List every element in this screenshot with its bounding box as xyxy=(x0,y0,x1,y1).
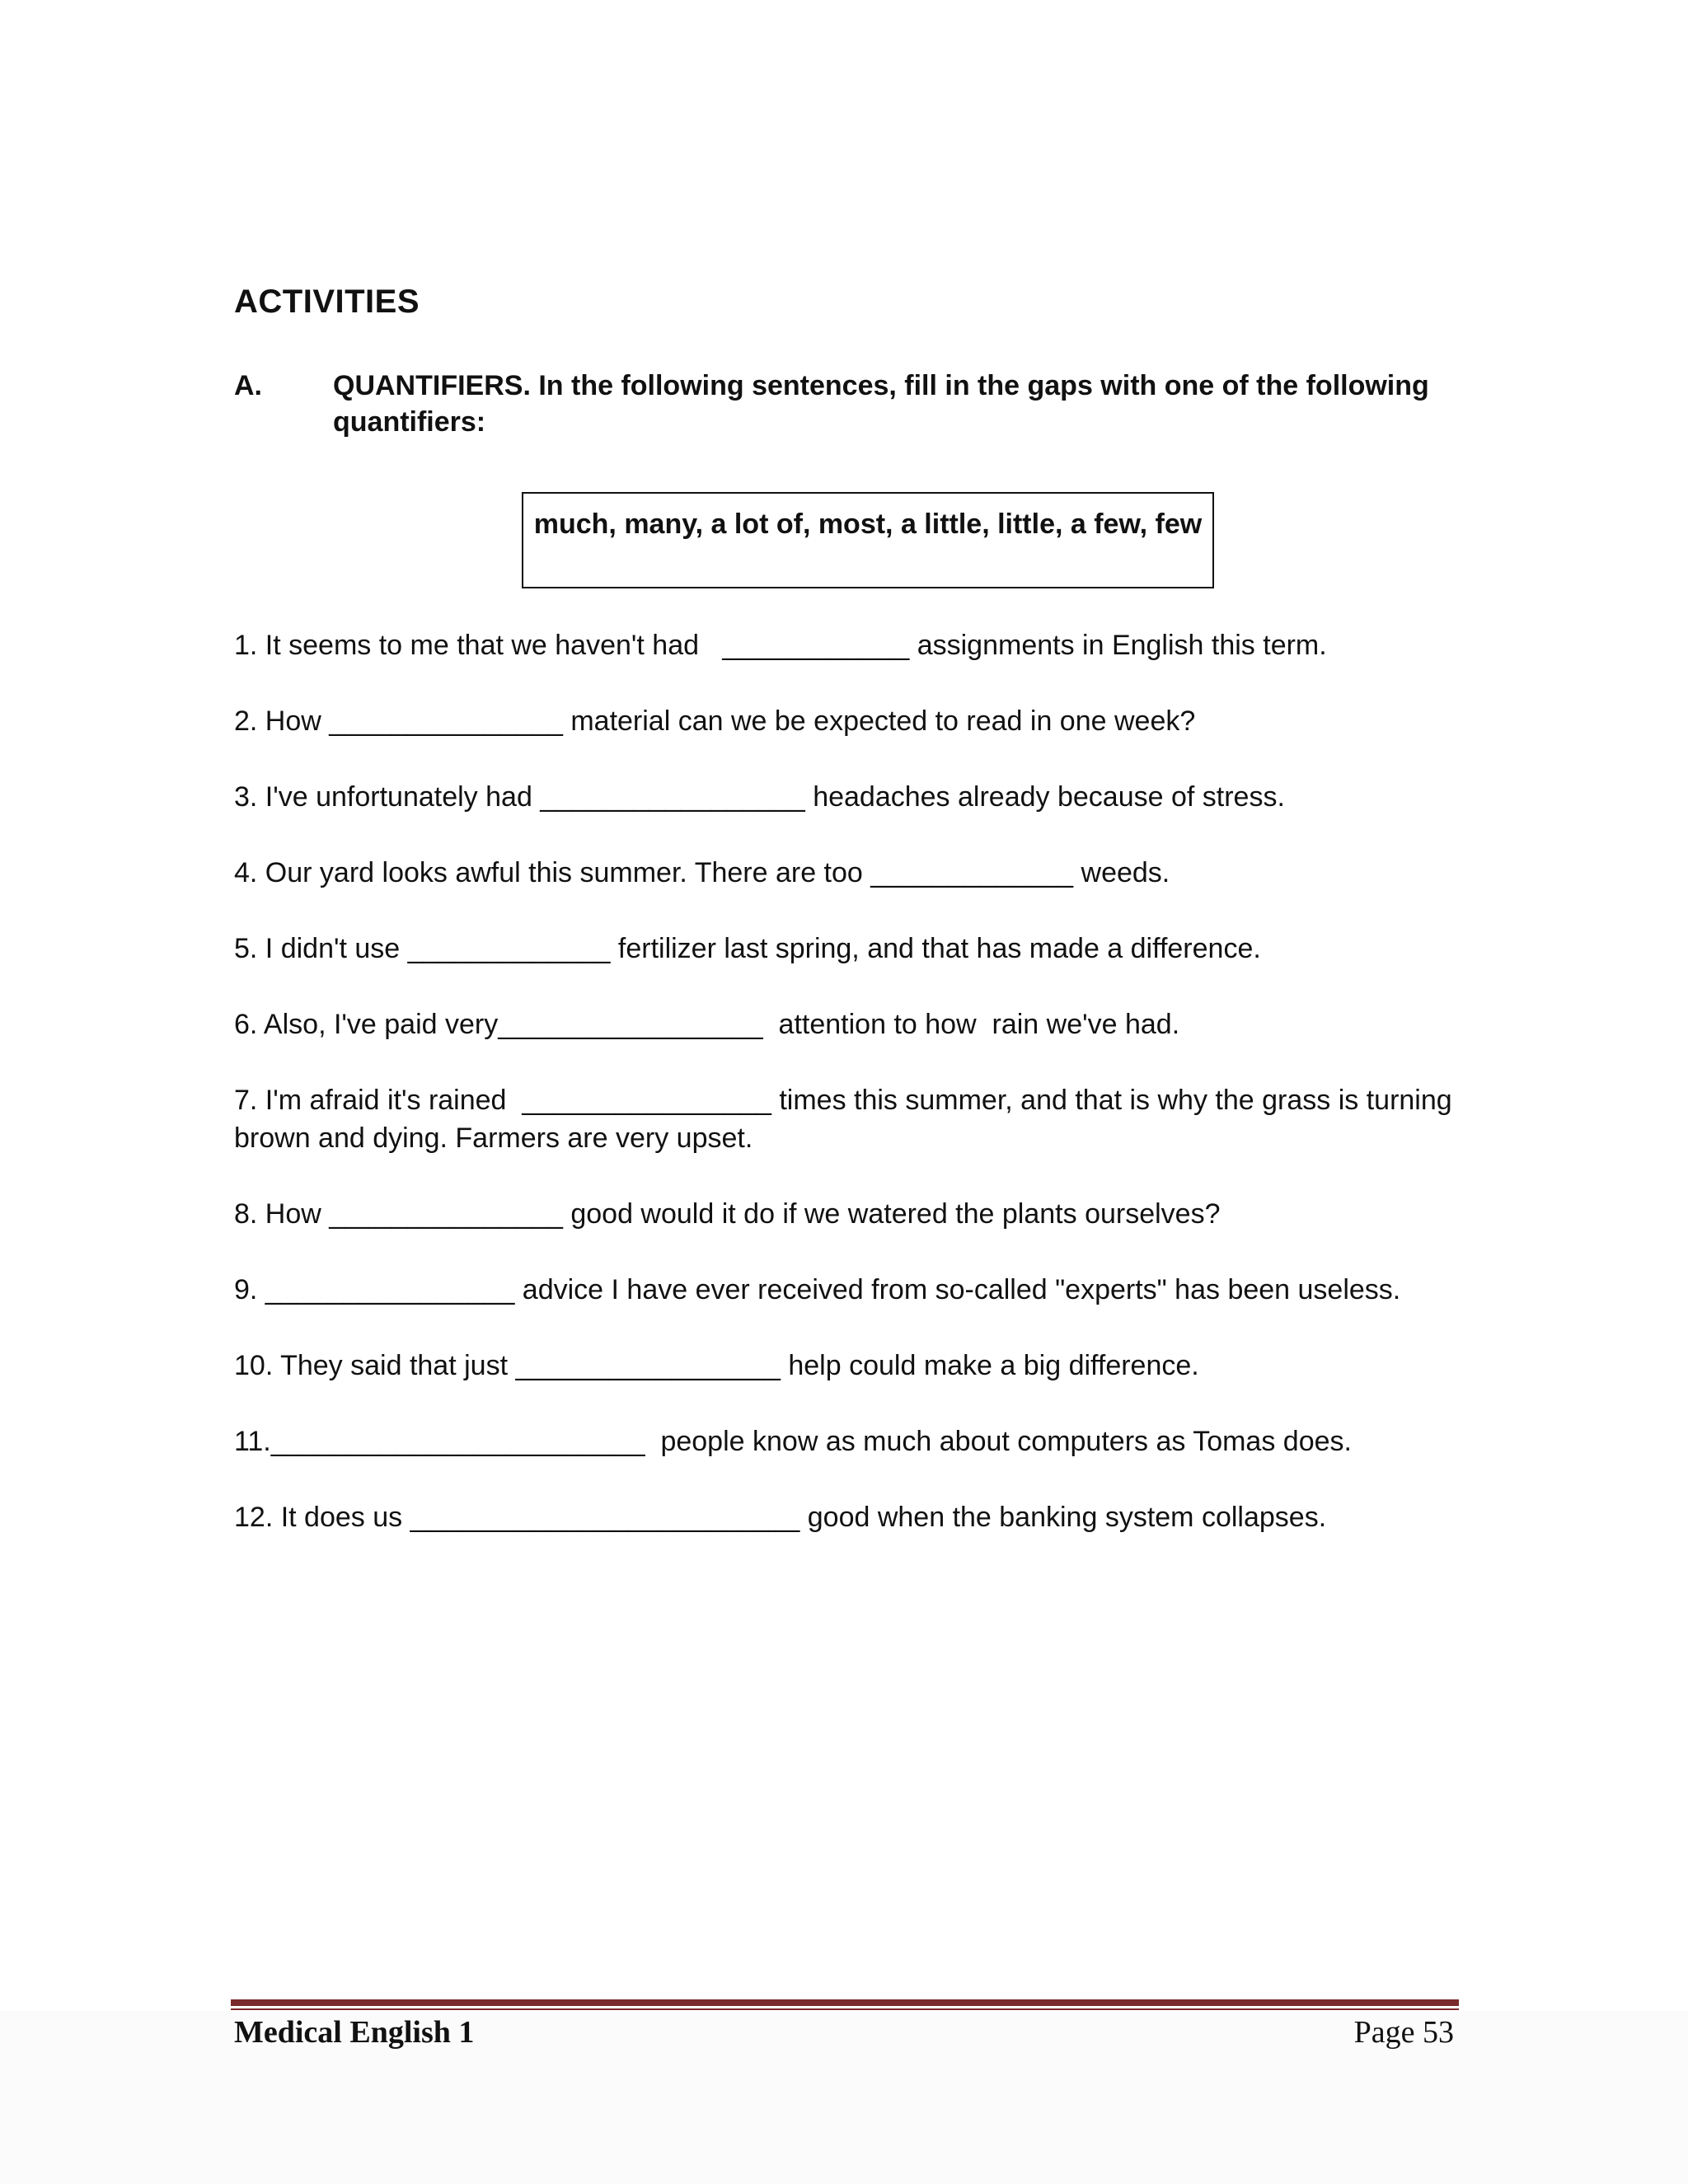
section-instruction: QUANTIFIERS. In the following sentences, fill in the gaps with one of the following quantifiers: xyxy=(333,370,1429,438)
question-6: 6. Also, I've paid very_________________ attention to how rain we've had. xyxy=(234,1009,1180,1040)
question-1: 1. It seems to me that we haven't had ____________ assignments in English this term. xyxy=(234,630,1327,661)
question-12: 12. It does us _________________________ good when the banking system collapses. xyxy=(234,1502,1327,1533)
page-heading: ACTIVITIES xyxy=(234,284,420,320)
question-4: 4. Our yard looks awful this summer. There are too _____________ weeds. xyxy=(234,857,1170,888)
question-7: 7. I'm afraid it's rained ________________ times this summer, and that is why the grass is turning brown and dying. Farmers are very upset. xyxy=(234,1085,1461,1154)
quantifier-word-box: much, many, a lot of, most, a little, little, a few, few xyxy=(522,492,1214,588)
footer-title: Medical English 1 xyxy=(234,2015,475,2050)
footer-rule-thick xyxy=(231,1999,1459,2006)
question-9: 9. ________________ advice I have ever received from so-called "experts" has been useless. xyxy=(234,1274,1401,1305)
question-2: 2. How _______________ material can we be expected to read in one week? xyxy=(234,705,1196,737)
footer-rule-thin xyxy=(231,2008,1459,2010)
question-11: 11.________________________ people know as much about computers as Tomas does. xyxy=(234,1426,1352,1457)
question-3: 3. I've unfortunately had _________________ headaches already because of stress. xyxy=(234,781,1285,813)
question-8: 8. How _______________ good would it do if we watered the plants ourselves? xyxy=(234,1198,1221,1230)
question-10: 10. They said that just _________________ help could make a big difference. xyxy=(234,1350,1199,1381)
section-letter: A. xyxy=(234,370,262,401)
question-5: 5. I didn't use _____________ fertilizer last spring, and that has made a difference. xyxy=(234,933,1261,964)
footer-page-number: Page 53 xyxy=(1353,2015,1454,2050)
